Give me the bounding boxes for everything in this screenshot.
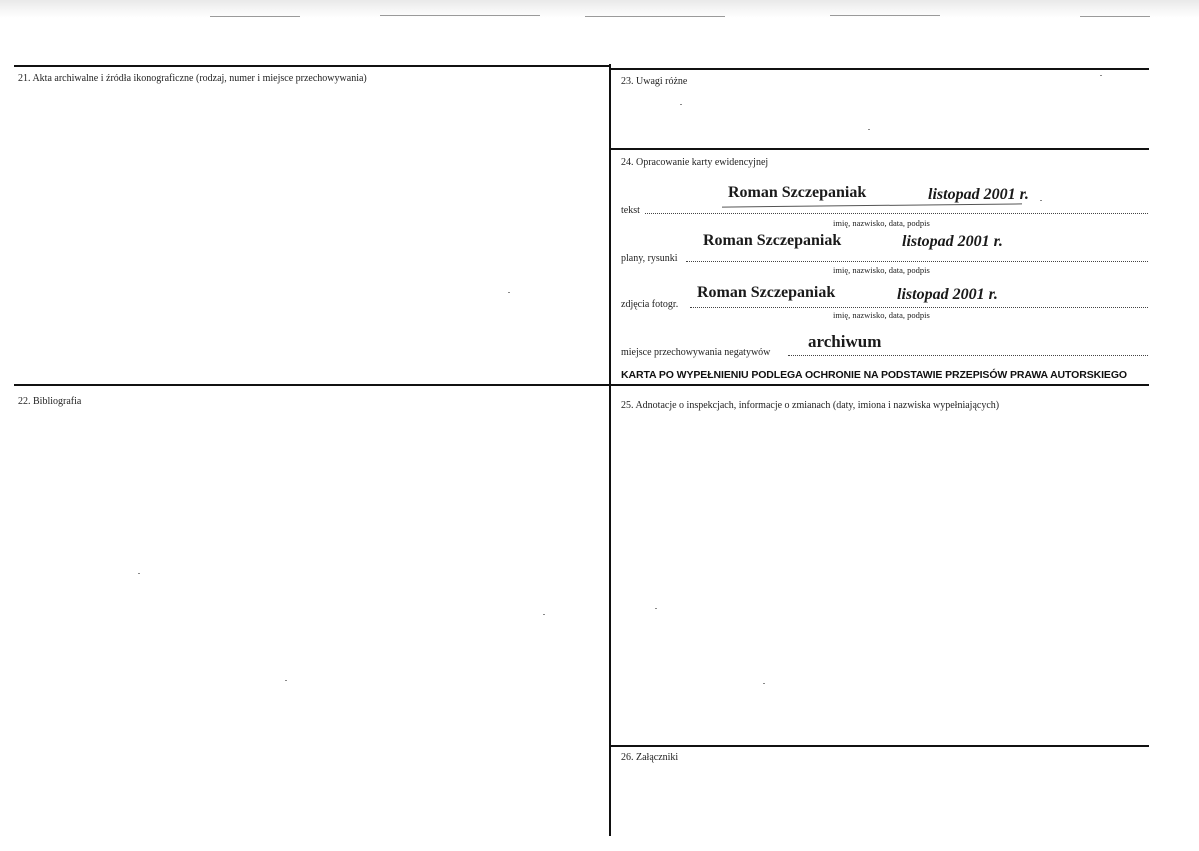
text-author-name: Roman Szczepaniak xyxy=(728,184,867,201)
scan-streak xyxy=(1080,16,1150,17)
negatives-dotted-line xyxy=(788,355,1148,356)
plans-row-label: plany, rysunki xyxy=(621,253,678,264)
top-rule-left xyxy=(14,65,610,67)
scan-speck xyxy=(543,614,545,615)
photos-row-caption: imię, nazwisko, data, podpis xyxy=(833,310,930,320)
photos-row-label: zdjęcia fotogr. xyxy=(621,299,679,310)
section-26-title: 26. Załączniki xyxy=(621,752,679,763)
text-row-caption: imię, nazwisko, data, podpis xyxy=(833,218,930,228)
section-25-title: 25. Adnotacje o inspekcjach, informacje o zmianach (daty, imiona i nazwiska wypełniających) xyxy=(621,400,1000,411)
text-author-date: listopad 2001 r. xyxy=(928,186,1029,203)
photos-author-name: Roman Szczepaniak xyxy=(697,284,836,301)
section-22-title: 22. Bibliografia xyxy=(18,396,82,407)
photos-author-date: listopad 2001 r. xyxy=(897,286,998,303)
text-row-label: tekst xyxy=(621,205,640,216)
vertical-divider xyxy=(609,64,611,836)
section-23-title: 23. Uwagi różne xyxy=(621,76,688,87)
plans-row-caption: imię, nazwisko, data, podpis xyxy=(833,265,930,275)
negatives-location-label: miejsce przechowywania negatywów xyxy=(621,347,771,358)
scan-speck xyxy=(138,573,140,574)
plans-author-date: listopad 2001 r. xyxy=(902,233,1003,250)
scan-speck xyxy=(508,292,510,293)
scan-speck xyxy=(680,104,682,105)
scan-speck xyxy=(1040,200,1042,201)
rule-below-23 xyxy=(610,148,1149,150)
section-21-title: 21. Akta archiwalne i źródła ikonograficzne (rodzaj, numer i miejsce przechowywania) xyxy=(18,73,367,84)
handwritten-underline xyxy=(722,203,1022,207)
scan-speck xyxy=(655,608,657,609)
scan-speck xyxy=(868,129,870,130)
scan-streak xyxy=(830,15,940,16)
scan-streak xyxy=(585,16,725,17)
middle-rule xyxy=(14,384,1149,386)
scan-speck xyxy=(1100,75,1102,76)
negatives-location-value: archiwum xyxy=(808,332,882,351)
scan-speck xyxy=(285,680,287,681)
text-row-dotted-line xyxy=(645,213,1148,214)
photos-row-dotted-line xyxy=(690,307,1148,308)
scan-streak xyxy=(380,15,540,16)
top-rule-right xyxy=(610,68,1149,70)
rule-above-26 xyxy=(610,745,1149,747)
section-24-title: 24. Opracowanie karty ewidencyjnej xyxy=(621,157,769,168)
scan-streak xyxy=(210,16,300,17)
scan-speck xyxy=(763,683,765,684)
plans-row-dotted-line xyxy=(686,261,1148,262)
copyright-notice: KARTA PO WYPEŁNIENIU PODLEGA OCHRONIE NA PODSTAWIE PRZEPISÓW PRAWA AUTORSKIEGO xyxy=(621,369,1127,381)
plans-author-name: Roman Szczepaniak xyxy=(703,232,842,249)
